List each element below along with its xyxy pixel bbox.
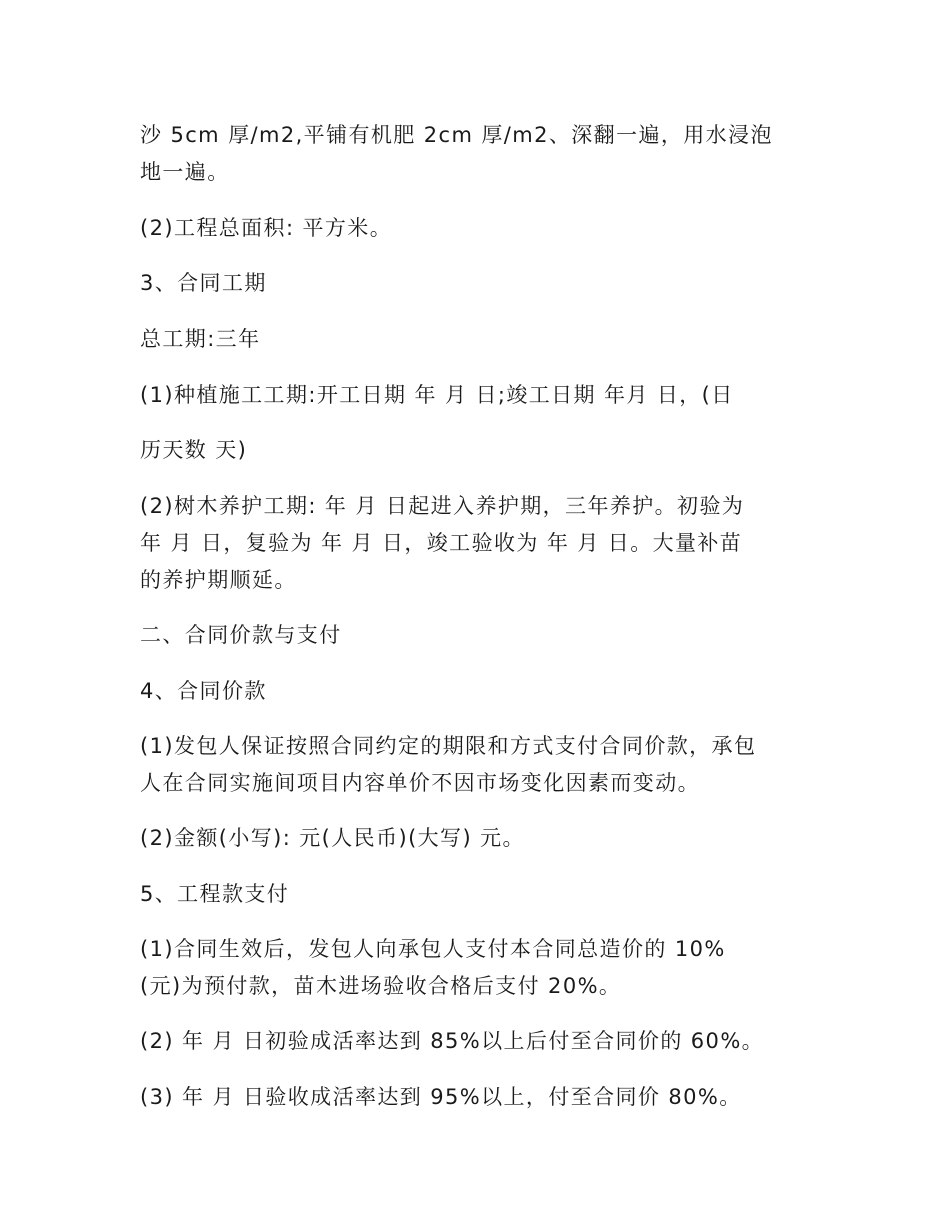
text-line: (2) 年 月 日初验成活率达到 85%以上后付至合同价的 60%。 [140, 1029, 765, 1053]
text-line: (2)树木养护工期: 年 月 日起进入养护期，三年养护。初验为 [140, 494, 745, 518]
text-line: 年 月 日，复验为 年 月 日，竣工验收为 年 月 日。大量补苗 [140, 531, 743, 555]
text-line: (2)金额(小写): 元(人民币)(大写) 元。 [140, 826, 525, 850]
text-line: 沙 5cm 厚/m2,平铺有机肥 2cm 厚/m2、深翻一遍，用水浸泡 [140, 123, 773, 147]
paragraph-maintenance-period [140, 488, 820, 599]
paragraph-initial-acceptance [140, 1023, 820, 1060]
heading-progress-payment [140, 876, 820, 913]
heading-price-and-payment [140, 617, 820, 654]
text-line: (3) 年 月 日验收成活率达到 95%以上，付至合同价 80%。 [140, 1085, 742, 1109]
text-line: (元)为预付款，苗木进场验收合格后支付 20%。 [140, 974, 622, 998]
paragraph-advance-payment [140, 931, 820, 1005]
text-line: (1)种植施工工期:开工日期 年 月 日;竣工日期 年月 日，(日 [140, 383, 734, 407]
paragraph-payment-guarantee [140, 728, 820, 802]
paragraph-calendar-days [140, 432, 820, 469]
heading-contract-price [140, 673, 820, 710]
text-line: (1)合同生效后，发包人向承包人支付本合同总造价的 10% [140, 937, 726, 961]
paragraph-amount [140, 820, 820, 857]
text-line: 总工期:三年 [140, 327, 261, 351]
heading-contract-period [140, 265, 820, 302]
text-line: 历天数 天) [140, 438, 248, 462]
paragraph-planting-period [140, 377, 820, 414]
text-line: 3、合同工期 [140, 271, 267, 295]
text-line: 5、工程款支付 [140, 882, 290, 906]
text-line: (1)发包人保证按照合同约定的期限和方式支付合同价款，承包 [140, 734, 757, 758]
text-line: (2)工程总面积: 平方米。 [140, 216, 393, 240]
paragraph-soil-preparation [140, 117, 820, 191]
text-line: 二、合同价款与支付 [140, 623, 342, 647]
text-line: 地一遍。 [140, 160, 230, 184]
text-line: 4、合同价款 [140, 679, 267, 703]
text-line: 的养护期顺延。 [140, 568, 297, 592]
text-line: 人在合同实施间项目内容单价不因市场变化因素而变动。 [140, 771, 700, 795]
paragraph-final-acceptance [140, 1079, 820, 1116]
paragraph-total-area [140, 210, 820, 247]
paragraph-total-period [140, 321, 820, 358]
